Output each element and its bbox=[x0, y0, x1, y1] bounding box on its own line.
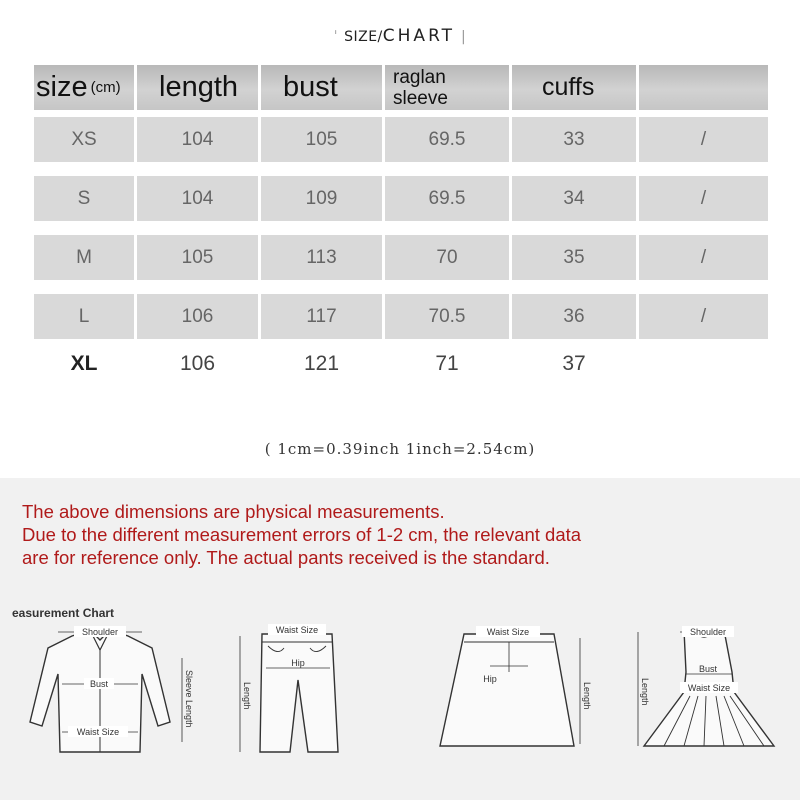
chart-title bbox=[0, 26, 800, 46]
cell-size: XL bbox=[70, 352, 98, 375]
dress-bust-label: Bust bbox=[698, 664, 718, 674]
shirt-bust-label: Bust bbox=[89, 679, 109, 689]
pants-length-label: Length bbox=[242, 682, 252, 710]
header-bust: bust bbox=[261, 65, 382, 110]
header-unit: (cm) bbox=[90, 79, 121, 96]
cell-cuffs: 37 bbox=[562, 352, 586, 375]
table-row bbox=[34, 294, 768, 339]
shirt-diagram bbox=[10, 622, 195, 762]
cell-length: 105 bbox=[137, 235, 258, 280]
pants-waist-label: Waist Size bbox=[275, 625, 319, 635]
cell-raglan: 70.5 bbox=[385, 294, 509, 339]
shirt-waist-label: Waist Size bbox=[76, 727, 120, 737]
cell-size: XS bbox=[34, 117, 134, 162]
pants-hip-label: Hip bbox=[291, 658, 305, 668]
dress-diagram bbox=[624, 622, 794, 762]
table-row bbox=[34, 176, 768, 221]
cell-cuffs: 36 bbox=[512, 294, 636, 339]
cell-raglan: 69.5 bbox=[385, 117, 509, 162]
cell-length: 104 bbox=[137, 117, 258, 162]
title-main: CHART bbox=[382, 26, 456, 46]
header-cuffs: cuffs bbox=[512, 65, 636, 110]
table-row bbox=[34, 235, 768, 280]
cell-bust: 109 bbox=[261, 176, 382, 221]
title-tick-left: ˈ bbox=[333, 29, 339, 45]
header-extra bbox=[639, 65, 768, 110]
cell-raglan: 69.5 bbox=[385, 176, 509, 221]
dress-length-label: Length bbox=[640, 678, 650, 706]
cell-bust: 117 bbox=[261, 294, 382, 339]
cell-raglan: 71 bbox=[435, 352, 459, 375]
cell-raglan: 70 bbox=[385, 235, 509, 280]
cell-extra: / bbox=[639, 235, 768, 280]
skirt-waist-label: Waist Size bbox=[486, 627, 530, 637]
table-row bbox=[34, 343, 768, 385]
table-header-row bbox=[34, 65, 768, 110]
cell-size: M bbox=[34, 235, 134, 280]
measurement-notes bbox=[22, 500, 792, 569]
dress-waist-label: Waist Size bbox=[687, 683, 731, 693]
table-row bbox=[34, 117, 768, 162]
header-size: size (cm) bbox=[34, 65, 134, 110]
cell-extra: / bbox=[639, 117, 768, 162]
skirt-diagram bbox=[424, 622, 594, 762]
cell-bust: 113 bbox=[261, 235, 382, 280]
header-raglan-sleeve: raglan sleeve bbox=[385, 65, 509, 110]
header-length: length bbox=[137, 65, 258, 110]
cell-extra bbox=[639, 343, 768, 385]
title-tick-right: | bbox=[461, 29, 467, 45]
cell-length: 106 bbox=[179, 352, 216, 375]
note-line: Due to the different measurement errors of 1-2 cm, the relevant data bbox=[22, 524, 582, 545]
dress-shoulder-label: Shoulder bbox=[689, 627, 727, 637]
cell-size: S bbox=[34, 176, 134, 221]
measurement-chart-label: easurement Chart bbox=[12, 606, 115, 620]
cell-extra: / bbox=[639, 176, 768, 221]
skirt-hip-label: Hip bbox=[483, 674, 497, 684]
cell-size: L bbox=[34, 294, 134, 339]
cell-bust: 121 bbox=[303, 352, 340, 375]
note-line: are for reference only. The actual pants received is the standard. bbox=[22, 547, 550, 568]
shirt-shoulder-label: Shoulder bbox=[81, 627, 119, 637]
cell-cuffs: 35 bbox=[512, 235, 636, 280]
cell-bust: 105 bbox=[261, 117, 382, 162]
pants-diagram bbox=[228, 622, 348, 762]
note-line: The above dimensions are physical measurements. bbox=[22, 501, 445, 522]
unit-conversion-note: ( 1cm=0.39inch 1inch=2.54cm) bbox=[264, 440, 536, 458]
cell-cuffs: 33 bbox=[512, 117, 636, 162]
title-prefix: SIZE/ bbox=[344, 29, 383, 45]
cell-length: 106 bbox=[137, 294, 258, 339]
cell-length: 104 bbox=[137, 176, 258, 221]
skirt-length-label: Length bbox=[582, 682, 592, 710]
cell-extra: / bbox=[639, 294, 768, 339]
cell-cuffs: 34 bbox=[512, 176, 636, 221]
shirt-sleeve-label: Sleeve Length bbox=[184, 670, 194, 728]
